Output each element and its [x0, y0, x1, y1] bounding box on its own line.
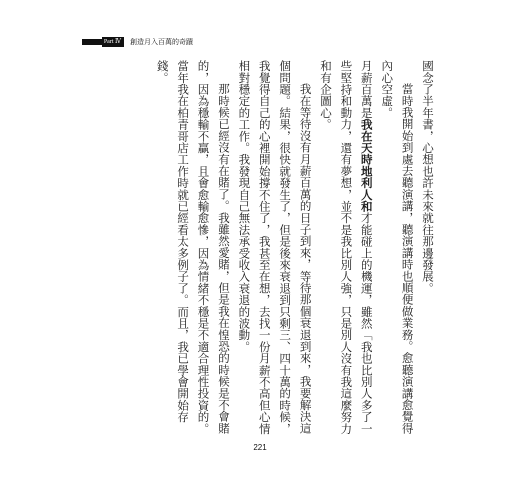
paragraph-5: 那時候已經沒有在賭了。我雖然愛賭，但是我在惶恐的時候是不會賭的，因為穩輸不贏，且會愈輸愈慘，因為情緒不穩是不適合理性投資的。當年我在柏青哥店工作時就已經看太多例子了。而且，我已學會開始存錢。 [155, 60, 231, 435]
paragraph-3 [316, 60, 377, 435]
paragraph-3-start: 月薪百萬是 [359, 60, 374, 119]
emphasis-text: 我在天時地利人和 [359, 118, 374, 213]
page-number: 221 [253, 443, 267, 452]
paragraph-4: 我在等待沒有月薪百萬的日子到來，等待那個衰退到來，我要解決這個問題。結果，很快就發生了，但是後來衰退到只剩三、四十萬的時候，我覺得自己的心裡開始撐不住了，我甚至在想，去找一份月薪不高但心情相對穩定的工作。我發現自己無法承受收入衰退的波動。 [237, 60, 313, 435]
chapter-title: 創造月入百萬的奇蹟 [130, 38, 193, 46]
body-text [155, 60, 438, 435]
paragraph-3-end: 才能碰上的機運，雖然「我也比別人多了一些堅持和動力，還有夢想，並不是我比別人強，只是別人沒有我這麼努力和有企圖心。 [318, 60, 374, 435]
paragraph-2: 當時我開始到處去聽演講，聽演講時也順便做業務。愈聽演講愈覺得內心空虛。 [380, 60, 415, 434]
running-header [82, 37, 193, 47]
paragraph-1: 國念了半年書，心想也許未來就往那邊發展。 [421, 60, 435, 294]
part-label: Part Ⅳ [102, 37, 124, 47]
header-bar [82, 39, 124, 45]
